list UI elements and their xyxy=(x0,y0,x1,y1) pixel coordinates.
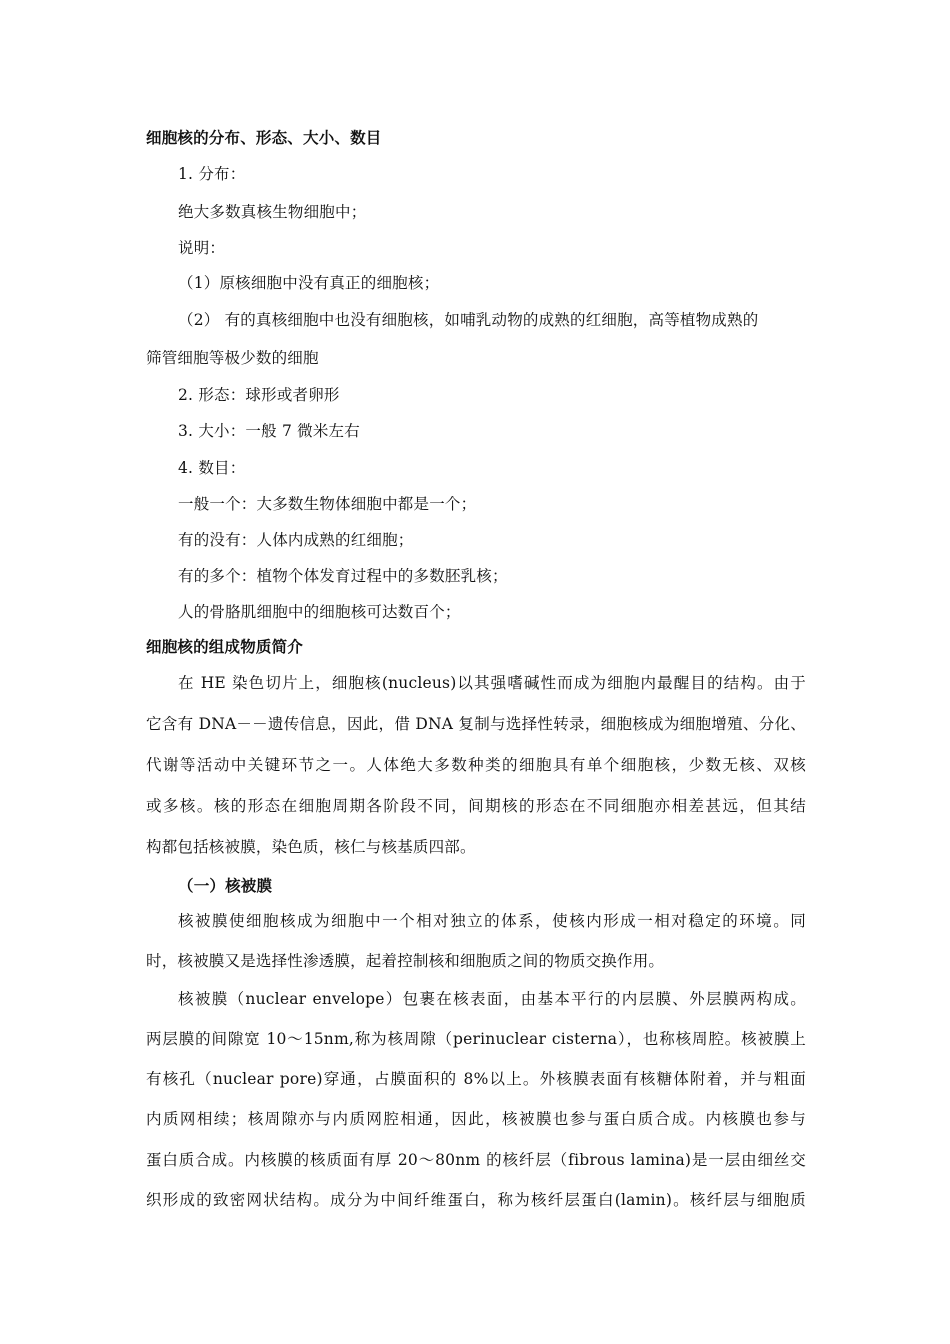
section-heading-composition: 细胞核的组成物质简介 xyxy=(146,638,304,656)
note-2-line-2: 筛管细胞等极少数的细胞 xyxy=(146,349,319,367)
section-heading-distribution: 细胞核的分布、形态、大小、数目 xyxy=(146,129,382,147)
paragraph-line: 核被膜（nuclear envelope）包裹在核表面，由基本平行的内层膜、外层膜两构成。 xyxy=(178,990,806,1008)
paragraph-line: 它含有 DNA－－遗传信息，因此，借 DNA 复制与选择性转录，细胞核成为细胞增殖、分化、 xyxy=(146,715,806,733)
paragraph-line: 代谢等活动中关键环节之一。人体绝大多数种类的细胞具有单个细胞核，少数无核、双核 xyxy=(146,756,806,774)
item-distribution-text: 绝大多数真核生物细胞中； xyxy=(178,203,367,221)
item-distribution: 1. 分布： xyxy=(178,165,246,183)
paragraph-line: 核被膜使细胞核成为细胞中一个相对独立的体系，使核内形成一相对稳定的环境。同 xyxy=(178,912,806,930)
count-line-3: 有的多个：植物个体发育过程中的多数胚乳核； xyxy=(178,567,508,585)
note-1: （1）原核细胞中没有真正的细胞核； xyxy=(178,274,440,292)
paragraph-line: 在 HE 染色切片上，细胞核(nucleus)以其强嗜碱性而成为细胞内最醒目的结构。由于 xyxy=(178,674,806,692)
paragraph-line: 时，核被膜又是选择性渗透膜，起着控制核和细胞质之间的物质交换作用。 xyxy=(146,952,665,970)
paragraph-line: 或多核。核的形态在细胞周期各阶段不同，间期核的形态在不同细胞亦相差甚远，但其结 xyxy=(146,797,806,815)
item-size: 3. 大小：一般 7 微米左右 xyxy=(178,422,360,440)
paragraph-line: 蛋白质合成。内核膜的核质面有厚 20～80nm 的核纤层（fibrous lamina)是一层由细丝交 xyxy=(146,1151,806,1169)
count-line-4: 人的骨胳肌细胞中的细胞核可达数百个； xyxy=(178,603,461,621)
paragraph-line: 两层膜的间隙宽 10～15nm,称为核周隙（perinuclear cisterna），也称核周腔。核被膜上 xyxy=(146,1030,806,1048)
count-line-1: 一般一个：大多数生物体细胞中都是一个； xyxy=(178,495,477,513)
paragraph-line: 织形成的致密网状结构。成分为中间纤维蛋白，称为核纤层蛋白(lamin)。核纤层与细胞质 xyxy=(146,1191,806,1209)
item-count: 4. 数目： xyxy=(178,459,246,477)
paragraph-line: 有核孔（nuclear pore)穿通，占膜面积的 8%以上。外核膜表面有核糖体附着，并与粗面 xyxy=(146,1070,806,1088)
subheading-nuclear-envelope: （一）核被膜 xyxy=(178,877,273,895)
note-label: 说明： xyxy=(178,239,226,257)
item-shape: 2. 形态：球形或者卵形 xyxy=(178,386,340,404)
paragraph-line: 构都包括核被膜，染色质，核仁与核基质四部。 xyxy=(146,838,476,856)
paragraph-line: 内质网相续；核周隙亦与内质网腔相通，因此，核被膜也参与蛋白质合成。内核膜也参与 xyxy=(146,1110,806,1128)
note-2-line-1: （2） 有的真核细胞中也没有细胞核，如哺乳动物的成熟的红细胞，高等植物成熟的 xyxy=(178,311,759,329)
count-line-2: 有的没有：人体内成熟的红细胞； xyxy=(178,531,414,549)
